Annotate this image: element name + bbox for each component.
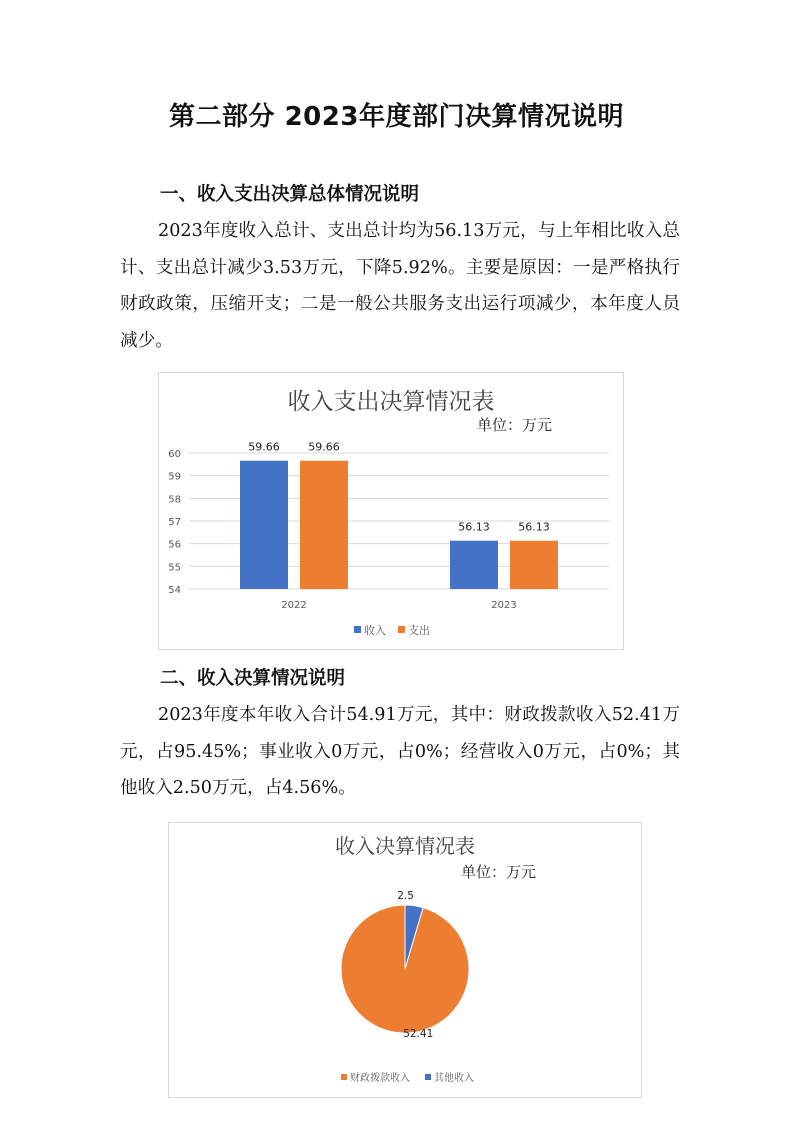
bar-chart-title: 收入支出决算情况表 (287, 389, 495, 415)
bar-chart (159, 373, 623, 649)
legend-label: 支出 (408, 624, 430, 637)
pie-chart-unit: 单位：万元 (461, 863, 537, 881)
y-tick-label: 59 (168, 471, 181, 483)
y-tick-label: 57 (168, 517, 181, 528)
y-tick-label: 54 (168, 585, 181, 596)
legend-swatch (354, 626, 361, 633)
pie-chart-title: 收入决算情况表 (335, 834, 475, 858)
bar-2023-支出 (510, 541, 558, 589)
page-title: 第二部分 2023年度部门决算情况说明 (169, 102, 624, 132)
bar-2023-收入 (450, 541, 498, 589)
bar-data-label: 59.66 (248, 440, 280, 454)
pie-data-label: 52.41 (403, 1027, 434, 1040)
x-tick-label: 2023 (491, 600, 517, 611)
bar-2022-收入 (240, 461, 288, 589)
legend-label: 收入 (364, 624, 386, 637)
legend-label: 其他收入 (434, 1073, 474, 1084)
pie-chart (169, 823, 641, 1097)
legend-swatch (398, 626, 405, 633)
legend-label: 财政拨款收入 (350, 1073, 410, 1084)
paragraph-overview: 2023年度收入总计、支出总计均为56.13万元，与上年相比收入总计、支出总计减少3.53万元，下降5.92%。主要是原因：一是严格执行财政政策，压缩开支；二是一般公共服务支出运行项减少，本年度人员减少。 (120, 221, 680, 351)
bar-2022-支出 (300, 461, 348, 589)
bar-data-label: 56.13 (458, 520, 490, 534)
bar-chart-unit: 单位：万元 (477, 416, 553, 434)
bar-data-label: 59.66 (308, 440, 340, 454)
x-tick-label: 2022 (281, 600, 307, 611)
y-tick-label: 58 (168, 494, 181, 506)
legend-swatch (425, 1074, 431, 1080)
section-heading-overview: 一、收入支出决算总体情况说明 (160, 184, 420, 205)
pie-chart-box (168, 822, 642, 1098)
y-tick-label: 55 (168, 562, 181, 574)
bar-data-label: 56.13 (518, 520, 550, 534)
section-heading-income: 二、收入决算情况说明 (160, 668, 346, 689)
legend-swatch (341, 1074, 347, 1080)
y-tick-label: 56 (168, 539, 181, 551)
bar-chart-box (158, 372, 624, 650)
y-tick-label: 60 (168, 449, 181, 460)
pie-data-label: 2.5 (397, 889, 414, 902)
paragraph-income: 2023年度本年收入合计54.91万元，其中：财政拨款收入52.41万元，占95.45%；事业收入0万元，占0%；经营收入0万元，占0%；其他收入2.50万元，占4.56%。 (120, 705, 680, 798)
